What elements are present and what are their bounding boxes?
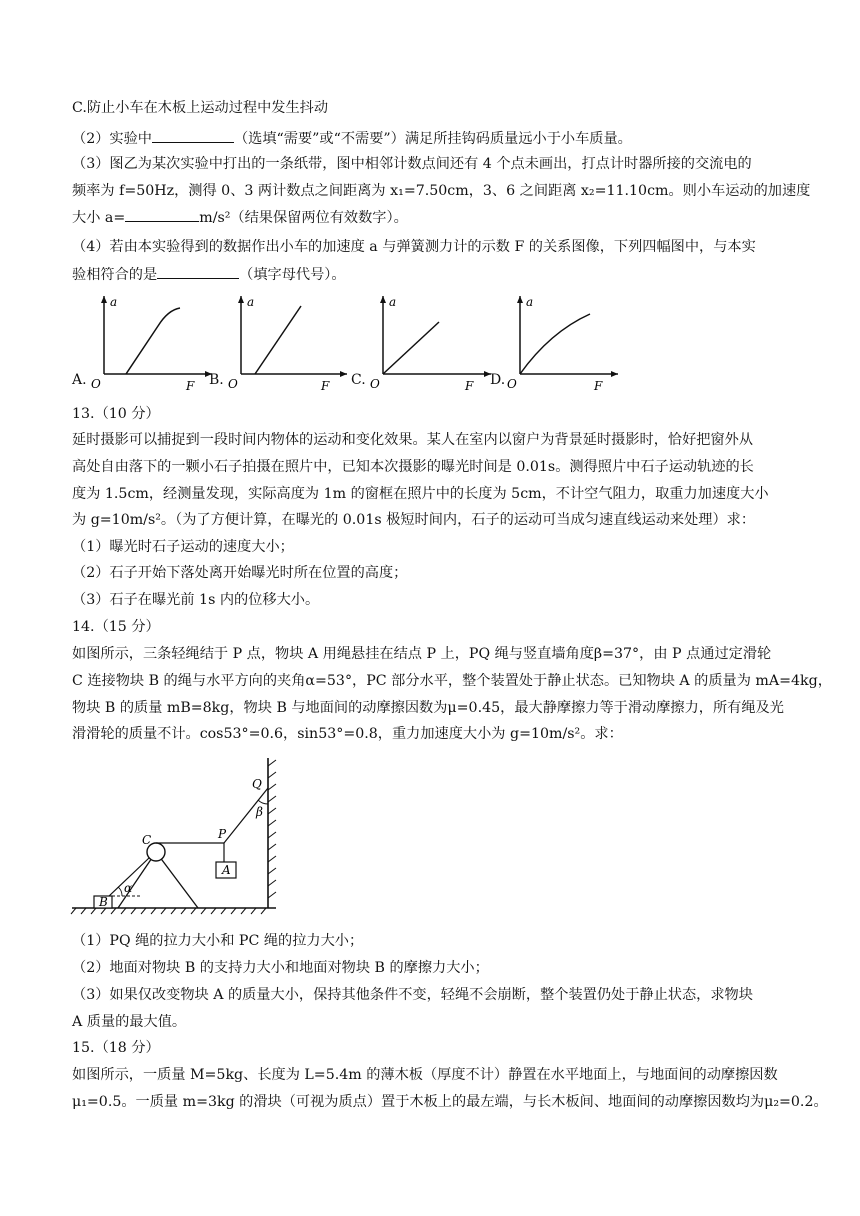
- answer-blank[interactable]: [157, 263, 239, 279]
- y-axis-label: a: [526, 295, 534, 309]
- q12-part-4-line1: （4）若由本实验得到的数据作出小车的加速度 a 与弹簧测力计的示数 F 的关系图像，下列四幅图中，与本实: [72, 239, 756, 255]
- answer-blank[interactable]: [125, 206, 199, 222]
- y-axis-label: a: [247, 295, 255, 309]
- q13-body-line: 度为 1.5cm，经测量发现，实际高度为 1m 的窗框在照片中的长度为 5cm，不计空气阻力，取重力加速度大小: [72, 486, 769, 502]
- graph-label-c: C.: [351, 372, 366, 388]
- q14-item-1: （1）PQ 绳的拉力大小和 PC 绳的拉力大小；: [72, 933, 364, 949]
- x-axis-label: F: [594, 379, 603, 392]
- q15-header: 15.（18 分）: [72, 1040, 160, 1056]
- origin-label: O: [370, 377, 380, 391]
- q13-body-line: 为 g=10m/s²。（为了方便计算，在曝光的 0.01s 极短时间内，石子的运动可当成匀速直线运动来处理）求：: [72, 512, 756, 528]
- graph-b: [225, 292, 355, 392]
- label-a: A: [222, 863, 231, 877]
- graph-label-a: A.: [72, 372, 87, 388]
- q13-item-2: （2）石子开始下落处离开始曝光时所在位置的高度；: [72, 565, 408, 581]
- origin-label: O: [507, 377, 517, 391]
- q14-body-line: 物块 B 的质量 mB=8kg，物块 B 与地面间的动摩擦因数为μ=0.45，最大静摩擦力等于滑动摩擦力，所有绳及光: [72, 700, 784, 716]
- q13-header: 13.（10 分）: [72, 406, 160, 422]
- q14-body-line: 滑滑轮的质量不计。cos53°=0.6，sin53°=0.8，重力加速度大小为 g=10m/s²。求：: [72, 726, 623, 742]
- q14-figure: [70, 752, 290, 922]
- label-b: B: [99, 895, 108, 909]
- q14-header: 14.（15 分）: [72, 619, 160, 635]
- x-axis-label: F: [321, 379, 330, 392]
- q13-item-3: （3）石子在曝光前 1s 内的位移大小。: [72, 592, 320, 608]
- label-q: Q: [252, 777, 262, 791]
- answer-blank[interactable]: [152, 127, 234, 143]
- q12-part-2: （2）实验中 （选填“需要”或“不需要”）满足所挂钩码质量远小于小车质量。: [72, 127, 802, 150]
- graph-label-b: B.: [209, 372, 224, 388]
- q14-item-2: （2）地面对物块 B 的支持力大小和地面对物块 B 的摩擦力大小；: [72, 960, 489, 976]
- q15-body-line: 如图所示，一质量 M=5kg、长度为 L=5.4m 的薄木板（厚度不计）静置在水平地面上，与地面间的动摩擦因数: [72, 1067, 778, 1083]
- x-axis-label: F: [465, 379, 474, 392]
- graph-label-d: D.: [490, 372, 506, 388]
- y-axis-label: a: [389, 295, 397, 309]
- q14-item-3: （3）如果仅改变物块 A 的质量大小，保持其他条件不变，轻绳不会崩断，整个装置仍处于静止状态，求物块: [72, 987, 753, 1003]
- q14-body-line: 如图所示，三条轻绳结于 P 点，物块 A 用绳悬挂在结点 P 上，PQ 绳与竖直墙角度β=37°，由 P 点通过定滑轮: [72, 646, 772, 662]
- label-c: C: [142, 833, 152, 847]
- q13-body-line: 高处自由落下的一颗小石子拍摄在照片中，已知本次摄影的曝光时间是 0.01s。测得照片中石子运动轨迹的长: [72, 459, 754, 475]
- graph-c: [367, 292, 497, 392]
- y-axis-label: a: [110, 295, 118, 309]
- q15-body-line: μ₁=0.5。一质量 m=3kg 的滑块（可视为质点）置于木板上的最左端，与长木板间、地面间的动摩擦因数均为μ₂=0.2。: [72, 1094, 828, 1110]
- origin-label: O: [228, 377, 238, 391]
- graph-d: [504, 292, 634, 392]
- q14-item-3-cont: A 质量的最大值。: [72, 1014, 187, 1030]
- label-alpha: α: [124, 881, 133, 895]
- label-p: P: [218, 827, 227, 841]
- x-axis-label: F: [186, 379, 195, 392]
- q12-option-c: C.防止小车在木板上运动过程中发生抖动: [72, 100, 329, 116]
- graph-a: [88, 292, 218, 392]
- label-beta: β: [256, 805, 263, 819]
- origin-label: O: [91, 377, 101, 391]
- q12-part-3-line1: （3）图乙为某次实验中打出的一条纸带，图中相邻计数点间还有 4 个点未画出，打点计时器所接的交流电的: [72, 156, 752, 172]
- q13-item-1: （1）曝光时石子运动的速度大小；: [72, 539, 294, 555]
- q14-body-line: C 连接物块 B 的绳与水平方向的夹角α=53°，PC 部分水平，整个装置处于静止状态。已知物块 A 的质量为 mA=4kg，: [72, 673, 832, 689]
- q12-part-4-line2: 验相符合的是 （填字母代号）。: [72, 263, 802, 286]
- q12-part-3-line3: 大小 a= m/s²（结果保留两位有效数字）。: [72, 206, 802, 229]
- q12-part-3-line2: 频率为 f=50Hz，测得 0、3 两计数点之间距离为 x₁=7.50cm，3、6 之间距离 x₂=11.10cm。则小车运动的加速度: [72, 183, 811, 199]
- q13-body-line: 延时摄影可以捕捉到一段时间内物体的运动和变化效果。某人在室内以窗户为背景延时摄影时，恰好把窗外从: [72, 432, 754, 448]
